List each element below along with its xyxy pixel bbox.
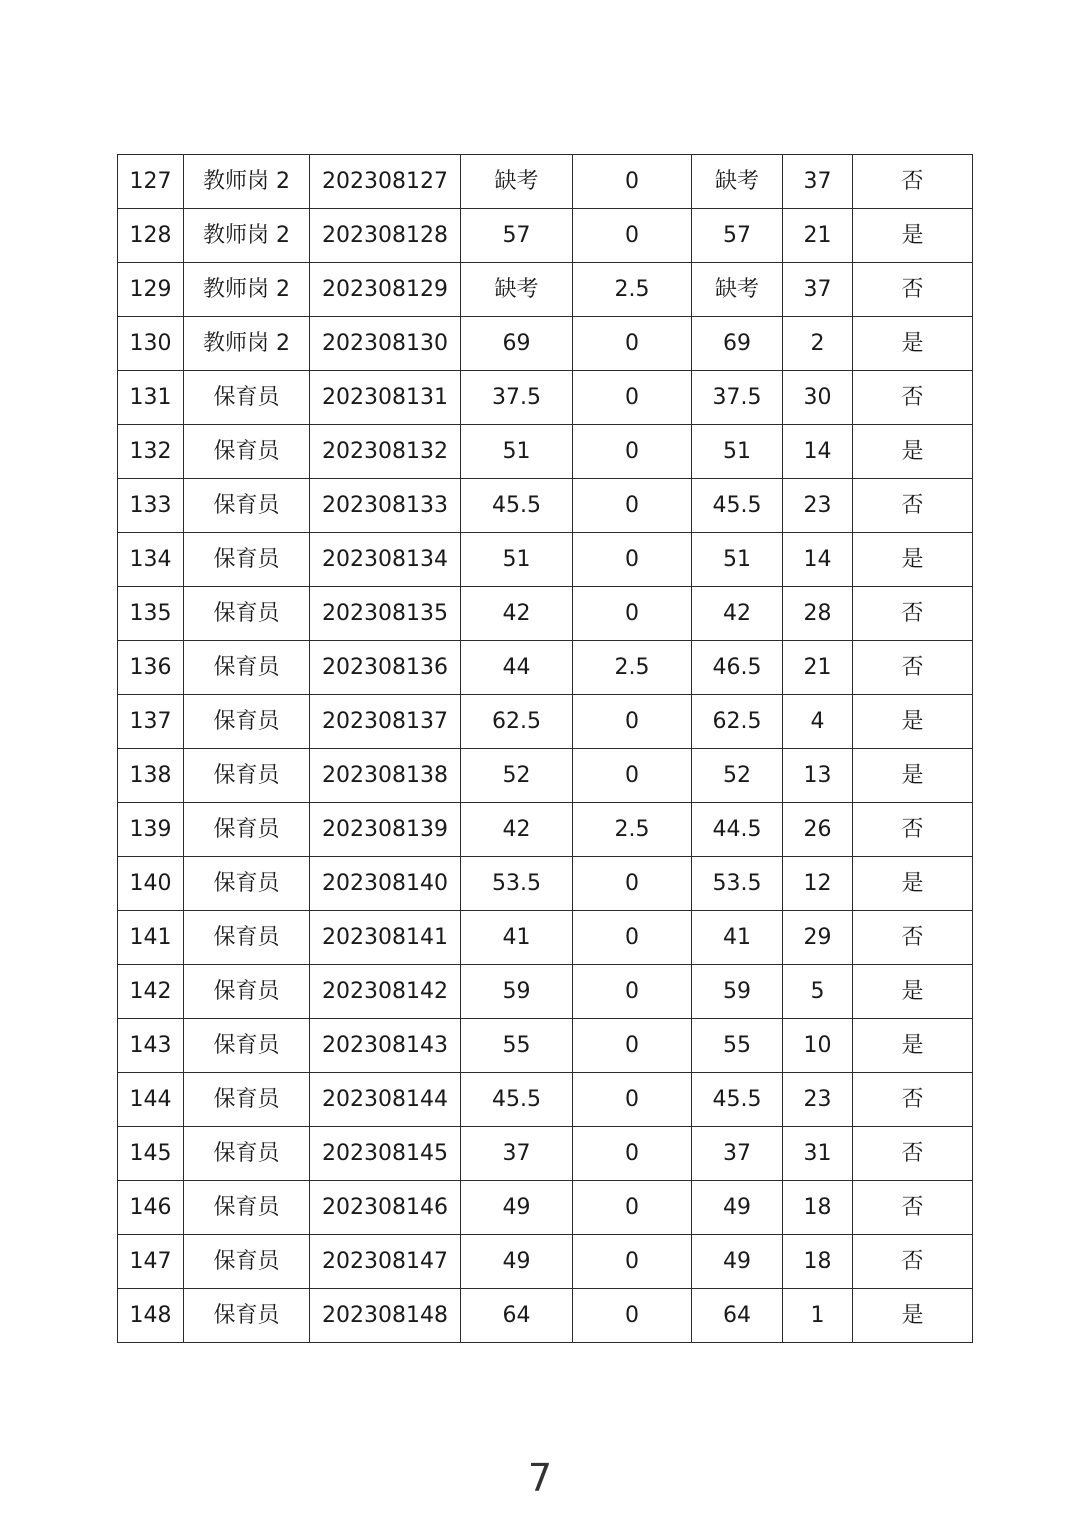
row-index-cell: 143 <box>118 1019 184 1073</box>
exam-id-cell: 202308132 <box>310 425 461 479</box>
row-index-cell: 134 <box>118 533 184 587</box>
qualified-cell: 否 <box>853 587 973 641</box>
total-score-cell: 49 <box>692 1235 783 1289</box>
table-row <box>118 263 973 317</box>
bonus-score-cell: 2.5 <box>573 641 692 695</box>
exam-id-cell: 202308135 <box>310 587 461 641</box>
rank-cell: 31 <box>783 1127 853 1181</box>
table-row <box>118 1181 973 1235</box>
qualified-cell: 否 <box>853 155 973 209</box>
table-row <box>118 965 973 1019</box>
written-score-cell: 缺考 <box>461 263 573 317</box>
rank-cell: 26 <box>783 803 853 857</box>
qualified-cell: 是 <box>853 749 973 803</box>
exam-id-cell: 202308146 <box>310 1181 461 1235</box>
exam-id-cell: 202308133 <box>310 479 461 533</box>
position-cell: 保育员 <box>184 1181 310 1235</box>
table-row <box>118 317 973 371</box>
position-cell: 保育员 <box>184 641 310 695</box>
table-row <box>118 1019 973 1073</box>
position-cell: 保育员 <box>184 587 310 641</box>
written-score-cell: 49 <box>461 1235 573 1289</box>
total-score-cell: 55 <box>692 1019 783 1073</box>
exam-id-cell: 202308141 <box>310 911 461 965</box>
row-index-cell: 127 <box>118 155 184 209</box>
bonus-score-cell: 0 <box>573 695 692 749</box>
total-score-cell: 49 <box>692 1181 783 1235</box>
exam-id-cell: 202308140 <box>310 857 461 911</box>
written-score-cell: 42 <box>461 587 573 641</box>
rank-cell: 21 <box>783 641 853 695</box>
qualified-cell: 是 <box>853 533 973 587</box>
position-cell: 保育员 <box>184 857 310 911</box>
rank-cell: 18 <box>783 1181 853 1235</box>
written-score-cell: 45.5 <box>461 479 573 533</box>
total-score-cell: 62.5 <box>692 695 783 749</box>
total-score-cell: 37.5 <box>692 371 783 425</box>
table-row <box>118 1289 973 1343</box>
exam-id-cell: 202308138 <box>310 749 461 803</box>
row-index-cell: 133 <box>118 479 184 533</box>
row-index-cell: 136 <box>118 641 184 695</box>
bonus-score-cell: 0 <box>573 371 692 425</box>
total-score-cell: 57 <box>692 209 783 263</box>
row-index-cell: 147 <box>118 1235 184 1289</box>
table-row <box>118 641 973 695</box>
qualified-cell: 是 <box>853 857 973 911</box>
qualified-cell: 否 <box>853 803 973 857</box>
row-index-cell: 138 <box>118 749 184 803</box>
table-row <box>118 803 973 857</box>
position-cell: 保育员 <box>184 749 310 803</box>
written-score-cell: 53.5 <box>461 857 573 911</box>
bonus-score-cell: 0 <box>573 317 692 371</box>
qualified-cell: 否 <box>853 263 973 317</box>
rank-cell: 37 <box>783 263 853 317</box>
qualified-cell: 否 <box>853 1127 973 1181</box>
table-row <box>118 911 973 965</box>
position-cell: 保育员 <box>184 1235 310 1289</box>
table-row <box>118 695 973 749</box>
written-score-cell: 49 <box>461 1181 573 1235</box>
qualified-cell: 是 <box>853 1289 973 1343</box>
table-row <box>118 533 973 587</box>
exam-id-cell: 202308136 <box>310 641 461 695</box>
position-cell: 保育员 <box>184 1127 310 1181</box>
written-score-cell: 缺考 <box>461 155 573 209</box>
position-cell: 教师岗 2 <box>184 155 310 209</box>
qualified-cell: 否 <box>853 1073 973 1127</box>
exam-id-cell: 202308134 <box>310 533 461 587</box>
exam-id-cell: 202308128 <box>310 209 461 263</box>
written-score-cell: 51 <box>461 533 573 587</box>
bonus-score-cell: 0 <box>573 1181 692 1235</box>
table-row <box>118 479 973 533</box>
position-cell: 教师岗 2 <box>184 317 310 371</box>
written-score-cell: 69 <box>461 317 573 371</box>
score-table <box>117 154 973 1343</box>
exam-id-cell: 202308131 <box>310 371 461 425</box>
bonus-score-cell: 0 <box>573 1289 692 1343</box>
table-row <box>118 1235 973 1289</box>
rank-cell: 4 <box>783 695 853 749</box>
row-index-cell: 130 <box>118 317 184 371</box>
total-score-cell: 45.5 <box>692 479 783 533</box>
position-cell: 保育员 <box>184 1073 310 1127</box>
qualified-cell: 是 <box>853 965 973 1019</box>
bonus-score-cell: 0 <box>573 533 692 587</box>
rank-cell: 37 <box>783 155 853 209</box>
written-score-cell: 52 <box>461 749 573 803</box>
exam-id-cell: 202308147 <box>310 1235 461 1289</box>
total-score-cell: 41 <box>692 911 783 965</box>
total-score-cell: 69 <box>692 317 783 371</box>
total-score-cell: 52 <box>692 749 783 803</box>
qualified-cell: 否 <box>853 641 973 695</box>
written-score-cell: 62.5 <box>461 695 573 749</box>
total-score-cell: 45.5 <box>692 1073 783 1127</box>
position-cell: 保育员 <box>184 695 310 749</box>
rank-cell: 18 <box>783 1235 853 1289</box>
total-score-cell: 46.5 <box>692 641 783 695</box>
position-cell: 保育员 <box>184 1019 310 1073</box>
qualified-cell: 否 <box>853 1235 973 1289</box>
exam-id-cell: 202308139 <box>310 803 461 857</box>
bonus-score-cell: 0 <box>573 587 692 641</box>
total-score-cell: 37 <box>692 1127 783 1181</box>
exam-id-cell: 202308137 <box>310 695 461 749</box>
bonus-score-cell: 0 <box>573 209 692 263</box>
row-index-cell: 137 <box>118 695 184 749</box>
row-index-cell: 144 <box>118 1073 184 1127</box>
row-index-cell: 128 <box>118 209 184 263</box>
position-cell: 教师岗 2 <box>184 263 310 317</box>
table-body <box>118 155 973 1343</box>
qualified-cell: 否 <box>853 911 973 965</box>
qualified-cell: 是 <box>853 317 973 371</box>
exam-id-cell: 202308148 <box>310 1289 461 1343</box>
row-index-cell: 132 <box>118 425 184 479</box>
row-index-cell: 145 <box>118 1127 184 1181</box>
row-index-cell: 140 <box>118 857 184 911</box>
bonus-score-cell: 0 <box>573 479 692 533</box>
bonus-score-cell: 0 <box>573 857 692 911</box>
bonus-score-cell: 0 <box>573 749 692 803</box>
row-index-cell: 129 <box>118 263 184 317</box>
table-row <box>118 1127 973 1181</box>
rank-cell: 14 <box>783 425 853 479</box>
total-score-cell: 59 <box>692 965 783 1019</box>
rank-cell: 29 <box>783 911 853 965</box>
rank-cell: 30 <box>783 371 853 425</box>
written-score-cell: 57 <box>461 209 573 263</box>
rank-cell: 14 <box>783 533 853 587</box>
bonus-score-cell: 2.5 <box>573 803 692 857</box>
written-score-cell: 55 <box>461 1019 573 1073</box>
total-score-cell: 64 <box>692 1289 783 1343</box>
written-score-cell: 37.5 <box>461 371 573 425</box>
qualified-cell: 是 <box>853 209 973 263</box>
table-row <box>118 1073 973 1127</box>
rank-cell: 2 <box>783 317 853 371</box>
rank-cell: 1 <box>783 1289 853 1343</box>
qualified-cell: 否 <box>853 479 973 533</box>
exam-id-cell: 202308144 <box>310 1073 461 1127</box>
row-index-cell: 141 <box>118 911 184 965</box>
written-score-cell: 41 <box>461 911 573 965</box>
page-number: 7 <box>527 1456 553 1500</box>
row-index-cell: 139 <box>118 803 184 857</box>
exam-id-cell: 202308145 <box>310 1127 461 1181</box>
total-score-cell: 53.5 <box>692 857 783 911</box>
total-score-cell: 缺考 <box>692 263 783 317</box>
bonus-score-cell: 0 <box>573 911 692 965</box>
position-cell: 教师岗 2 <box>184 209 310 263</box>
written-score-cell: 64 <box>461 1289 573 1343</box>
rank-cell: 28 <box>783 587 853 641</box>
written-score-cell: 59 <box>461 965 573 1019</box>
rank-cell: 21 <box>783 209 853 263</box>
position-cell: 保育员 <box>184 479 310 533</box>
position-cell: 保育员 <box>184 533 310 587</box>
position-cell: 保育员 <box>184 803 310 857</box>
written-score-cell: 44 <box>461 641 573 695</box>
rank-cell: 23 <box>783 1073 853 1127</box>
table-row <box>118 155 973 209</box>
bonus-score-cell: 2.5 <box>573 263 692 317</box>
qualified-cell: 是 <box>853 1019 973 1073</box>
table-row <box>118 425 973 479</box>
qualified-cell: 是 <box>853 425 973 479</box>
row-index-cell: 148 <box>118 1289 184 1343</box>
total-score-cell: 42 <box>692 587 783 641</box>
table-row <box>118 857 973 911</box>
table-row <box>118 749 973 803</box>
exam-id-cell: 202308127 <box>310 155 461 209</box>
written-score-cell: 51 <box>461 425 573 479</box>
row-index-cell: 135 <box>118 587 184 641</box>
position-cell: 保育员 <box>184 371 310 425</box>
bonus-score-cell: 0 <box>573 1235 692 1289</box>
qualified-cell: 否 <box>853 1181 973 1235</box>
rank-cell: 5 <box>783 965 853 1019</box>
bonus-score-cell: 0 <box>573 965 692 1019</box>
written-score-cell: 37 <box>461 1127 573 1181</box>
bonus-score-cell: 0 <box>573 1073 692 1127</box>
row-index-cell: 131 <box>118 371 184 425</box>
exam-id-cell: 202308142 <box>310 965 461 1019</box>
qualified-cell: 是 <box>853 695 973 749</box>
total-score-cell: 51 <box>692 533 783 587</box>
row-index-cell: 146 <box>118 1181 184 1235</box>
position-cell: 保育员 <box>184 911 310 965</box>
exam-id-cell: 202308129 <box>310 263 461 317</box>
rank-cell: 12 <box>783 857 853 911</box>
bonus-score-cell: 0 <box>573 1019 692 1073</box>
bonus-score-cell: 0 <box>573 155 692 209</box>
table-row <box>118 209 973 263</box>
bonus-score-cell: 0 <box>573 425 692 479</box>
row-index-cell: 142 <box>118 965 184 1019</box>
table-row <box>118 587 973 641</box>
total-score-cell: 44.5 <box>692 803 783 857</box>
written-score-cell: 45.5 <box>461 1073 573 1127</box>
qualified-cell: 否 <box>853 371 973 425</box>
written-score-cell: 42 <box>461 803 573 857</box>
total-score-cell: 缺考 <box>692 155 783 209</box>
total-score-cell: 51 <box>692 425 783 479</box>
rank-cell: 10 <box>783 1019 853 1073</box>
exam-id-cell: 202308130 <box>310 317 461 371</box>
table-row <box>118 371 973 425</box>
exam-id-cell: 202308143 <box>310 1019 461 1073</box>
position-cell: 保育员 <box>184 965 310 1019</box>
rank-cell: 13 <box>783 749 853 803</box>
bonus-score-cell: 0 <box>573 1127 692 1181</box>
position-cell: 保育员 <box>184 1289 310 1343</box>
position-cell: 保育员 <box>184 425 310 479</box>
rank-cell: 23 <box>783 479 853 533</box>
